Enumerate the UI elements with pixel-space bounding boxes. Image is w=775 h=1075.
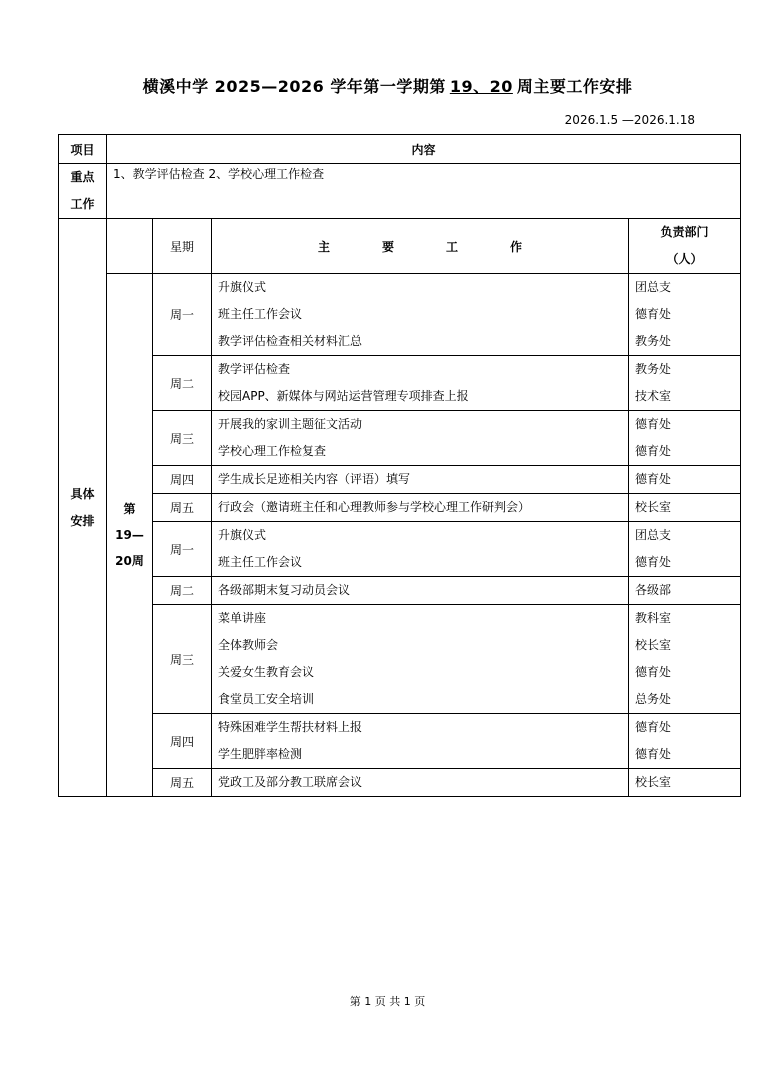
task-list — [212, 494, 629, 522]
task-list — [212, 522, 629, 577]
responsible-dept: 校长室 — [635, 500, 672, 514]
task-list — [212, 411, 629, 466]
responsible-dept: 德育处 — [635, 665, 672, 679]
task-item: 学生成长足迹相关内容（评语）填写 — [218, 472, 411, 486]
column-header-dept — [629, 219, 741, 274]
task-item: 食堂员工安全培训 — [218, 692, 315, 706]
responsible-dept: 技术室 — [635, 389, 672, 403]
main-work-char: 工 — [446, 239, 459, 254]
responsible-dept: 德育处 — [635, 444, 672, 458]
day-row — [59, 411, 741, 466]
main-work-char: 作 — [510, 239, 523, 254]
day-name: 周二 — [153, 356, 212, 411]
task-item: 特殊困难学生帮扶材料上报 — [218, 720, 363, 734]
page-footer: 第 1 页 共 1 页 — [349, 995, 426, 1008]
task-item: 各级部期末复习动员会议 — [218, 583, 351, 597]
schedule-table — [58, 134, 741, 797]
day-name: 周三 — [153, 411, 212, 466]
week-label-line: 20周 — [115, 554, 144, 568]
task-list — [212, 274, 629, 356]
task-item: 菜单讲座 — [218, 611, 267, 625]
day-name: 周一 — [153, 522, 212, 577]
task-list — [212, 714, 629, 769]
page-title — [0, 74, 775, 97]
day-name: 周二 — [153, 577, 212, 605]
task-list — [212, 356, 629, 411]
column-header-day: 星期 — [153, 219, 212, 274]
dept-list — [629, 411, 741, 466]
day-row — [59, 466, 741, 494]
column-header-item: 项目 — [59, 135, 107, 164]
task-list — [212, 605, 629, 714]
responsible-dept: 教务处 — [635, 334, 672, 348]
title-suffix: 周主要工作安排 — [516, 77, 633, 96]
week-label — [107, 274, 153, 797]
dept-list — [629, 522, 741, 577]
week-label-line: 19— — [115, 528, 144, 542]
dept-list — [629, 356, 741, 411]
responsible-dept: 教科室 — [635, 611, 672, 625]
focus-label-line-1: 重点 — [70, 170, 95, 184]
day-row — [59, 605, 741, 714]
focus-label-line-2: 工作 — [70, 197, 95, 211]
day-row — [59, 356, 741, 411]
schedule-label-line-1: 具体 — [70, 486, 95, 501]
focus-label — [59, 164, 107, 219]
dept-list — [629, 769, 741, 797]
task-list — [212, 769, 629, 797]
focus-row — [59, 164, 741, 219]
focus-text: 1、教学评估检查 2、学校心理工作检查 — [107, 164, 741, 219]
day-name: 周三 — [153, 605, 212, 714]
dept-list — [629, 494, 741, 522]
schedule-label-line-2: 安排 — [70, 513, 95, 528]
task-item: 党政工及部分教工联席会议 — [218, 775, 363, 789]
dept-list — [629, 714, 741, 769]
title-prefix: 横溪中学 2025—2026 学年第一学期第 — [142, 77, 446, 96]
column-header-main-work — [212, 219, 629, 274]
day-row — [59, 577, 741, 605]
responsible-dept: 德育处 — [635, 747, 672, 761]
main-work-char: 主 — [317, 239, 330, 254]
main-work-char: 要 — [381, 239, 394, 254]
dept-list — [629, 605, 741, 714]
responsible-dept: 校长室 — [635, 775, 672, 789]
day-row — [59, 522, 741, 577]
responsible-dept: 校长室 — [635, 638, 672, 652]
day-name: 周四 — [153, 466, 212, 494]
task-item: 升旗仪式 — [218, 528, 267, 542]
task-item: 升旗仪式 — [218, 280, 267, 294]
responsible-dept: 团总支 — [635, 280, 672, 294]
date-range: 2026.1.5 —2026.1.18 — [564, 113, 695, 127]
dept-list — [629, 577, 741, 605]
task-list — [212, 466, 629, 494]
day-row — [59, 714, 741, 769]
task-item: 班主任工作会议 — [218, 307, 303, 321]
dept-list — [629, 274, 741, 356]
task-item: 行政会（邀请班主任和心理教师参与学校心理工作研判会） — [218, 500, 531, 514]
task-item: 教学评估检查 — [218, 362, 291, 376]
task-item: 班主任工作会议 — [218, 555, 303, 569]
task-item: 开展我的家训主题征文活动 — [218, 417, 363, 431]
title-weeks: 19、20 — [449, 77, 513, 96]
column-header-content: 内容 — [107, 135, 741, 164]
task-list — [212, 577, 629, 605]
header-row — [59, 135, 741, 164]
schedule-header-row — [59, 219, 741, 274]
responsible-dept: 各级部 — [635, 583, 672, 597]
responsible-dept: 德育处 — [635, 307, 672, 321]
day-name: 周五 — [153, 769, 212, 797]
blank-header-cell — [107, 219, 153, 274]
responsible-dept: 德育处 — [635, 555, 672, 569]
dept-list — [629, 466, 741, 494]
responsible-dept: 总务处 — [635, 692, 672, 706]
dept-header-line-1: 负责部门 — [660, 225, 709, 239]
task-item: 学校心理工作检复查 — [218, 444, 327, 458]
dept-header-line-2: （人） — [666, 252, 703, 266]
day-row — [59, 769, 741, 797]
responsible-dept: 教务处 — [635, 362, 672, 376]
task-item: 校园APP、新媒体与网站运营管理专项排查上报 — [218, 389, 469, 403]
day-name: 周四 — [153, 714, 212, 769]
responsible-dept: 团总支 — [635, 528, 672, 542]
task-item: 关爱女生教育会议 — [218, 665, 315, 679]
responsible-dept: 德育处 — [635, 472, 672, 486]
week-label-line: 第 — [123, 502, 136, 516]
task-item: 教学评估检查相关材料汇总 — [218, 334, 363, 348]
responsible-dept: 德育处 — [635, 417, 672, 431]
schedule-label — [59, 219, 107, 797]
day-row — [59, 274, 741, 356]
day-row — [59, 494, 741, 522]
task-item: 全体教师会 — [218, 638, 279, 652]
responsible-dept: 德育处 — [635, 720, 672, 734]
day-name: 周一 — [153, 274, 212, 356]
task-item: 学生肥胖率检测 — [218, 747, 303, 761]
day-name: 周五 — [153, 494, 212, 522]
